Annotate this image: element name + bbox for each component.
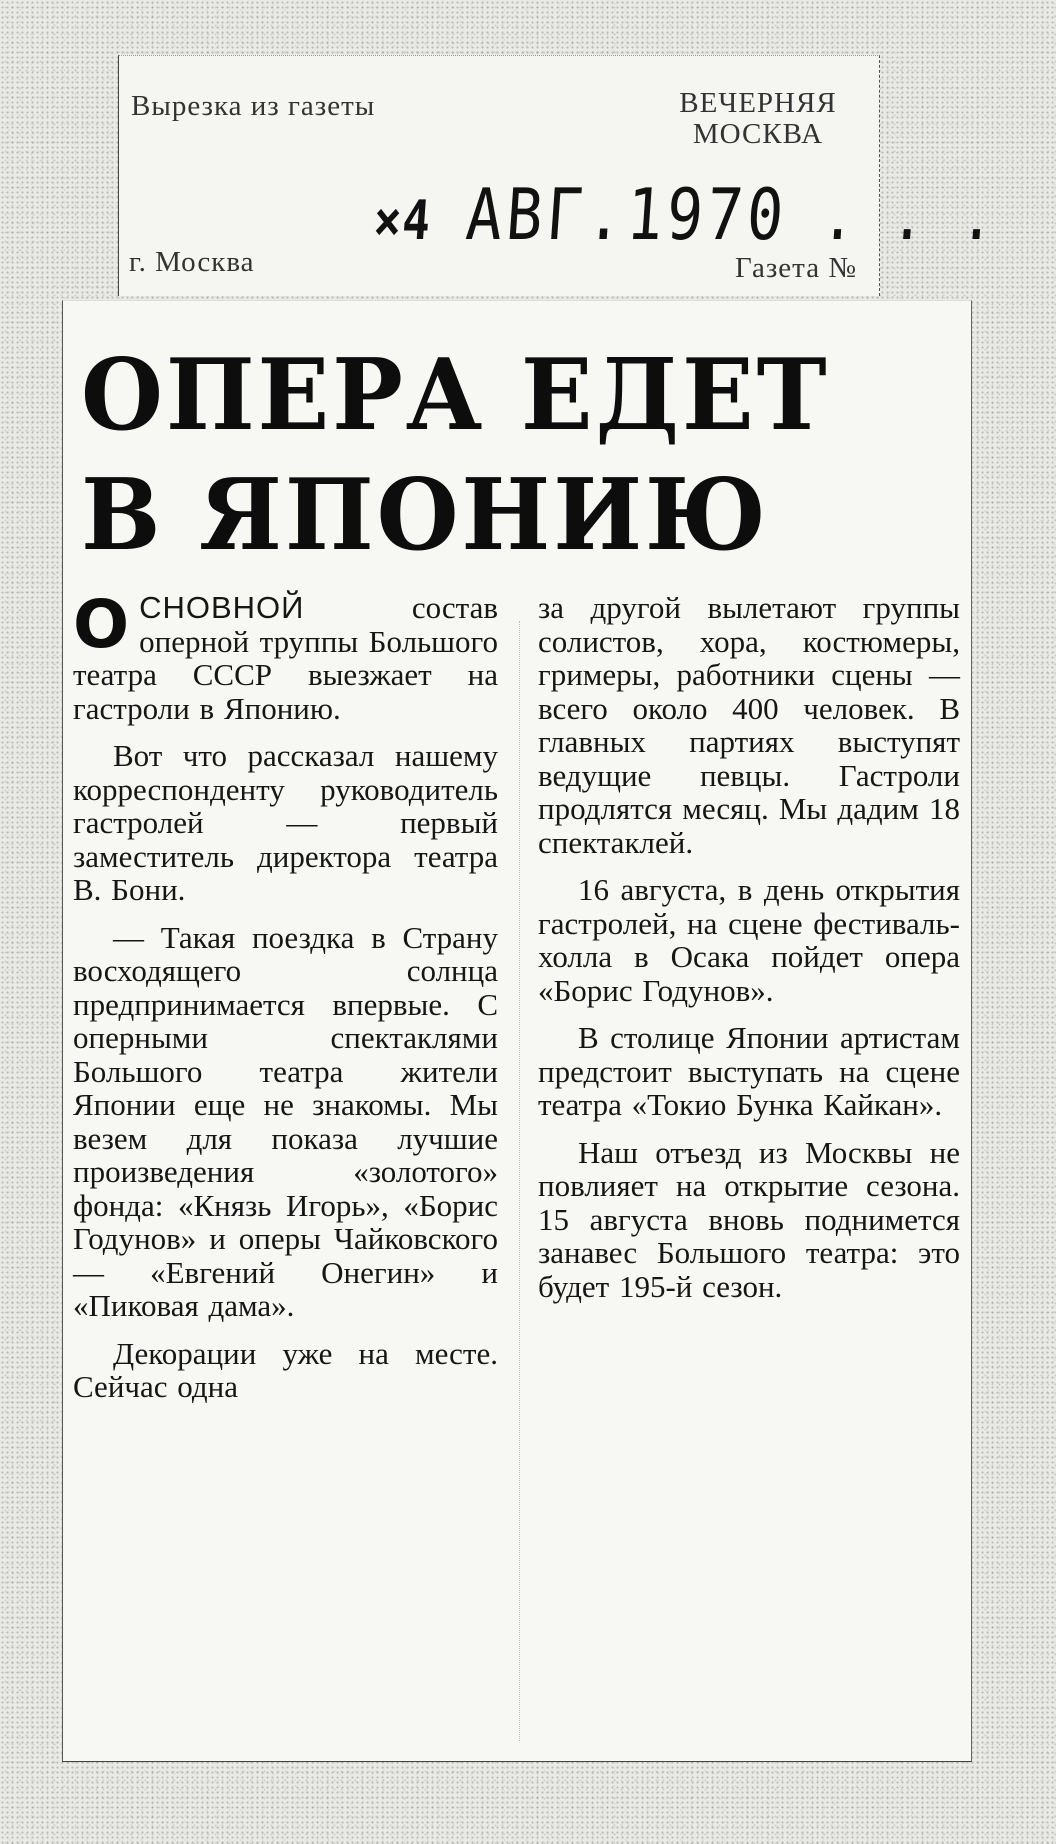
source-label: Вырезка из газеты (131, 90, 376, 122)
column-divider (519, 621, 520, 1741)
stamp-date: АВГ.1970 (463, 174, 791, 257)
paragraph-6: В столице Японии артистам предстоит выступать на сцене театра «Токио Бунка Кайкан». (538, 1020, 960, 1122)
issue-number-label: Газета № (734, 252, 857, 284)
paragraph-4: Декорации уже на месте. Сейчас одна (73, 1335, 498, 1404)
headline-line2: В ЯПОНИЮ (81, 458, 769, 573)
paragraph-7: Наш отъезд из Москвы не повлияет на открытие сезона. 15 августа вновь поднимется занавес Большого театра: это будет 195-й сезон. (538, 1134, 960, 1304)
headline (81, 336, 830, 576)
lead-caps: СНОВНОЙ (139, 590, 305, 625)
stamp-trail: . . . (819, 178, 999, 256)
clipping-label (118, 55, 999, 296)
drop-cap: О (73, 586, 130, 663)
newspaper-name-line2: МОСКВА (692, 118, 824, 150)
article (62, 300, 972, 1762)
newspaper-name-line1: ВЕЧЕРНЯЯ (679, 87, 837, 119)
paragraph-2: Вот что рассказал нашему корреспонденту руководитель гастролей — первый заместитель директора театра В. Бони. (73, 738, 498, 907)
lead-text: состав оперной труппы Большого театра СССР выезжает на гастроли в Японию. (73, 590, 498, 726)
lead-paragraph (73, 586, 498, 726)
stamp-mark: ×4 (371, 188, 434, 252)
headline-line1: ОПЕРА ЕДЕТ (81, 338, 830, 453)
date-stamp (371, 174, 998, 257)
paragraph-4-continued: за другой вылетают группы солистов, хора, костюмеры, гримеры, работники сцены — всего около 400 человек. В главных партиях выступят ведущие певцы. Гастроли продлятся месяц. Мы дадим 18 спектаклей. (538, 590, 960, 860)
paragraph-3: — Такая поездка в Страну восходящего солнца предпринимается впервые. С оперными спектаклями Большого театра жители Японии еще не знакомы. Мы везем для показа лучшие произведения «золотого» фонда: «Князь Игорь», «Борис Годунов» и оперы Чайковского — «Евгений Онегин» и «Пиковая дама». (73, 919, 498, 1323)
article-column-right (538, 591, 960, 1317)
city-label: г. Москва (129, 246, 255, 278)
newspaper-name (643, 88, 873, 150)
article-column-left (73, 586, 498, 1418)
paragraph-5: 16 августа, в день открытия гастролей, на сцене фестиваль-холла в Осака пойдет опера «Борис Годунов». (538, 872, 960, 1008)
